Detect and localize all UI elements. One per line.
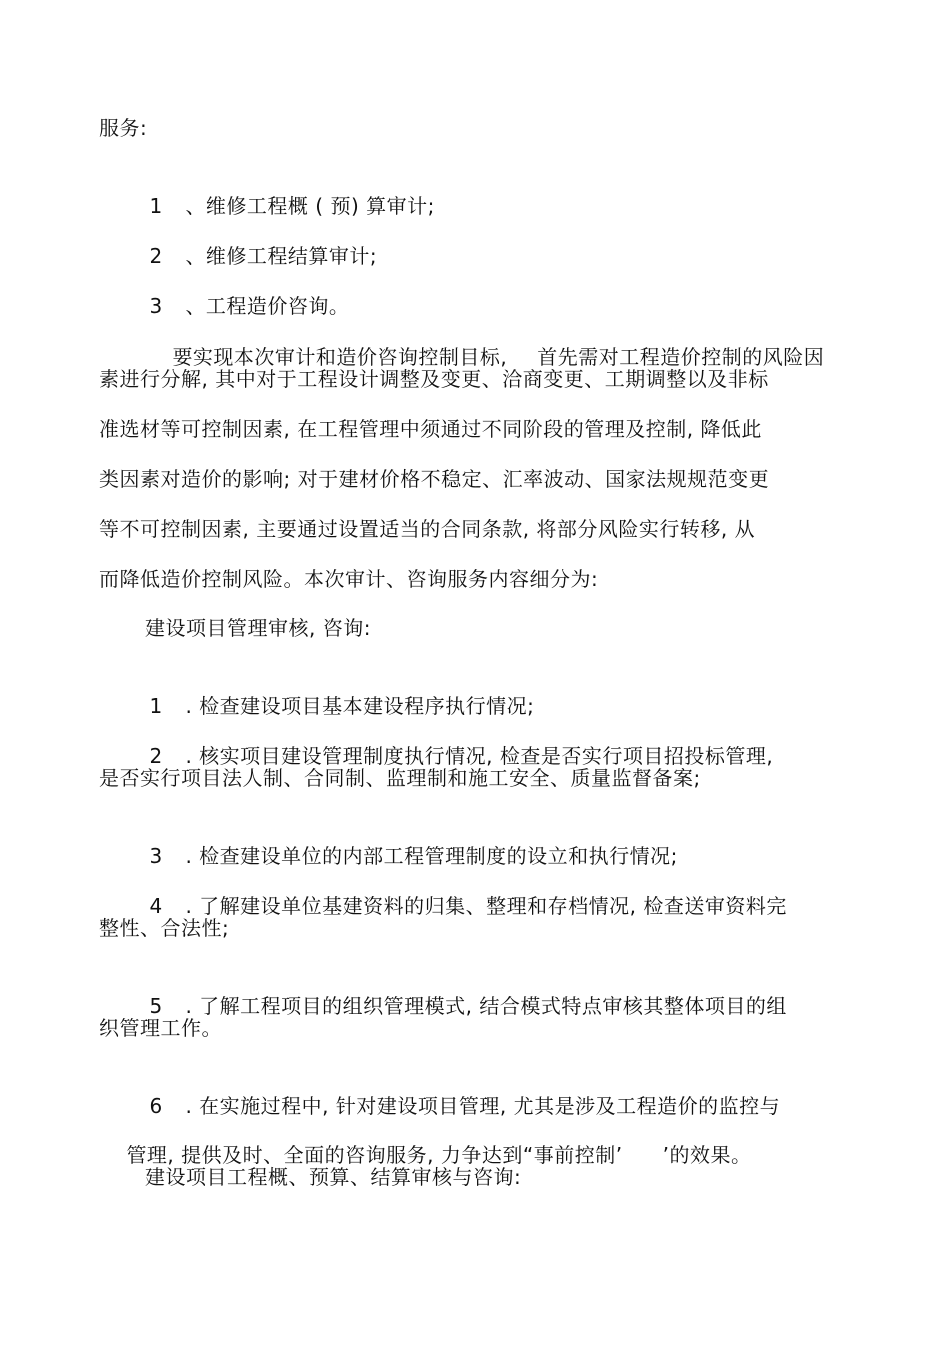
list-number: 4 bbox=[149, 894, 163, 918]
paragraph-text: 首先需对工程造价控制的风险因 bbox=[537, 345, 825, 369]
list-number: 3 bbox=[149, 844, 163, 868]
list-text: 管理, 提供及时、全面的咨询服务, 力争达到“事前控制’ bbox=[126, 1143, 623, 1167]
paragraph-text: 要实现本次审计和造价咨询控制目标, bbox=[172, 345, 508, 369]
list-continuation: 整性、合法性; bbox=[99, 916, 230, 940]
list-continuation: 织管理工作。 bbox=[99, 1016, 222, 1040]
list-text: . 了解建设单位基建资料的归集、整理和存档情况, 检查送审资料完 bbox=[185, 894, 787, 918]
list-number: 2 bbox=[149, 744, 163, 768]
paragraph-line: 而降低造价控制风险。本次审计、咨询服务内容细分为: bbox=[99, 567, 599, 591]
list-number: 1 bbox=[149, 694, 163, 718]
list-text: . 检查建设项目基本建设程序执行情况; bbox=[185, 694, 535, 718]
list-text: 、维修工程概 ( 预) 算审计; bbox=[185, 194, 435, 218]
list-text: 、维修工程结算审计; bbox=[185, 244, 378, 268]
paragraph-line: 素进行分解, 其中对于工程设计调整及变更、洽商变更、工期调整以及非标 bbox=[99, 367, 769, 391]
paragraph-line: 等不可控制因素, 主要通过设置适当的合同条款, 将部分风险实行转移, 从 bbox=[99, 517, 756, 541]
list-text: 、工程造价咨询。 bbox=[185, 294, 350, 318]
section-heading: 建设项目工程概、预算、结算审核与咨询: bbox=[145, 1165, 522, 1189]
list-text: . 了解工程项目的组织管理模式, 结合模式特点审核其整体项目的组 bbox=[185, 994, 787, 1018]
section-heading: 建设项目管理审核, 咨询: bbox=[145, 616, 371, 640]
list-text: . 在实施过程中, 针对建设项目管理, 尤其是涉及工程造价的监控与 bbox=[185, 1094, 781, 1118]
list-number: 2 bbox=[149, 244, 163, 268]
list-continuation: 是否实行项目法人制、合同制、监理制和施工安全、质量监督备案; bbox=[99, 766, 701, 790]
list-text: ’的效果。 bbox=[662, 1143, 752, 1167]
list-number: 5 bbox=[149, 994, 163, 1018]
list-number: 6 bbox=[149, 1094, 163, 1118]
paragraph-line: 类因素对造价的影响; 对于建材价格不稳定、汇率波动、国家法规规范变更 bbox=[99, 467, 770, 491]
text-line: 服务: bbox=[99, 116, 148, 140]
list-text: . 核实项目建设管理制度执行情况, 检查是否实行项目招投标管理, bbox=[185, 744, 774, 768]
paragraph-line: 准选材等可控制因素, 在工程管理中须通过不同阶段的管理及控制, 降低此 bbox=[99, 417, 762, 441]
list-number: 1 bbox=[149, 194, 163, 218]
list-text: . 检查建设单位的内部工程管理制度的设立和执行情况; bbox=[185, 844, 678, 868]
list-number: 3 bbox=[149, 294, 163, 318]
